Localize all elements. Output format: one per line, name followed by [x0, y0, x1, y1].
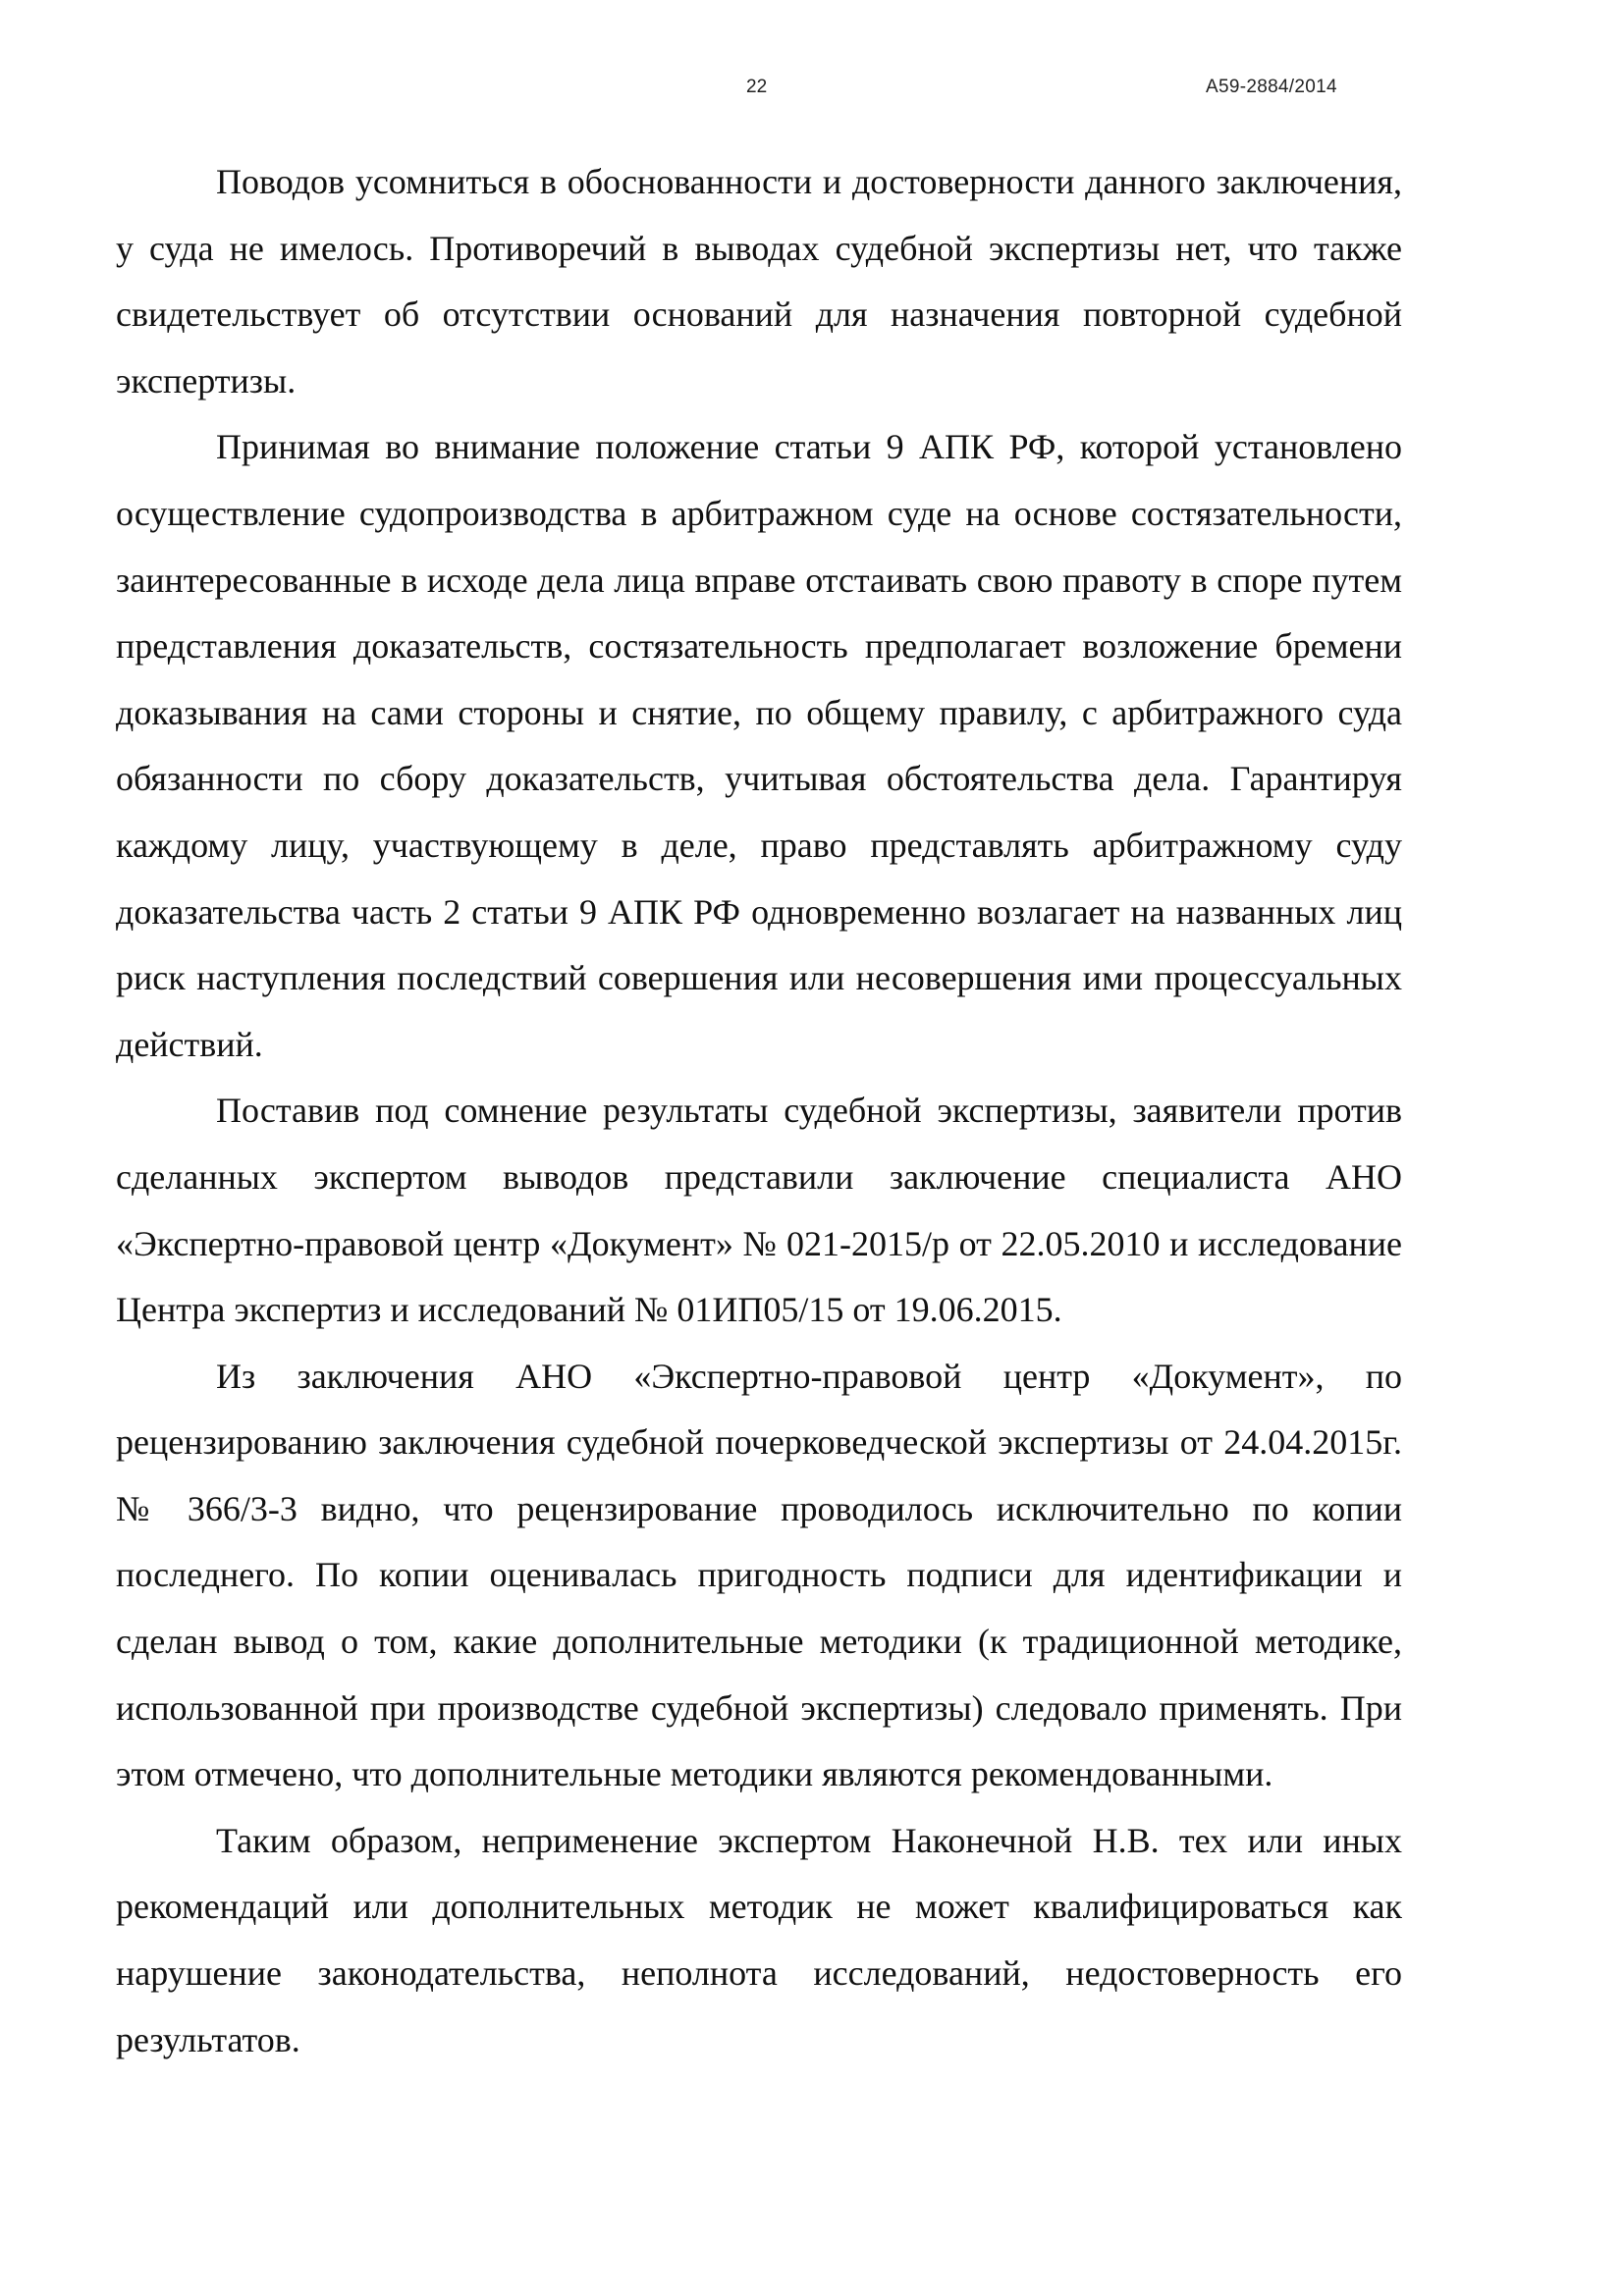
paragraph: Принимая во внимание положение статьи 9 АПК РФ, которой установлено осуществление судопроизводства в арбитражном суде на основе состязательности, заинтересованные в исходе дела лица вправе отстаивать свою правоту в споре путем представления доказательств, состязательность предполагает возложение бремени доказывания на сами стороны и снятие, по общему правилу, с арбитражного суда обязанности по сбору доказательств, учитывая обстоятельства дела. Гарантируя каждому лицу, участвующему в деле, право представлять арбитражному суду доказательства часть 2 статьи 9 АПК РФ одновременно возлагает на названных лиц риск наступления последствий совершения или несовершения ими процессуальных действий. [116, 427, 1402, 1064]
paragraph: Из заключения АНО «Экспертно-правовой центр «Документ», по рецензированию заключения судебной почерковедческой экспертизы от 24.04.2015г. № 366/3-3 видно, что рецензирование проводилось исключительно по копии последнего. По копии оценивалась пригодность подписи для идентификации и сделан вывод о том, какие дополнительные методики (к традиционной методике, использованной при производстве судебной экспертизы) следовало применять. При этом отмечено, что дополнительные методики являются рекомендованными. [116, 1356, 1402, 1794]
page-header [0, 77, 1624, 106]
paragraph: Поводов усомниться в обоснованности и достоверности данного заключения, у суда не имелось. Противоречий в выводах судебной экспертизы нет, что также свидетельствует об отсутствии оснований для назначения повторной судебной экспертизы. [116, 162, 1402, 400]
case-number: А59-2884/2014 [1206, 77, 1337, 97]
page-number: 22 [746, 77, 768, 97]
document-body [116, 149, 1402, 2073]
paragraph: Поставив под сомнение результаты судебной экспертизы, заявители против сделанных экспертом выводов представили заключение специалиста АНО «Экспертно-правовой центр «Документ» № 021-2015/р от 22.05.2010 и исследование Центра экспертиз и исследований № 01ИП05/15 от 19.06.2015. [116, 1091, 1402, 1330]
paragraph: Таким образом, неприменение экспертом Наконечной Н.В. тех или иных рекомендаций или дополнительных методик не может квалифицироваться как нарушение законодательства, неполнота исследований, недостоверность его результатов. [116, 1820, 1402, 2059]
